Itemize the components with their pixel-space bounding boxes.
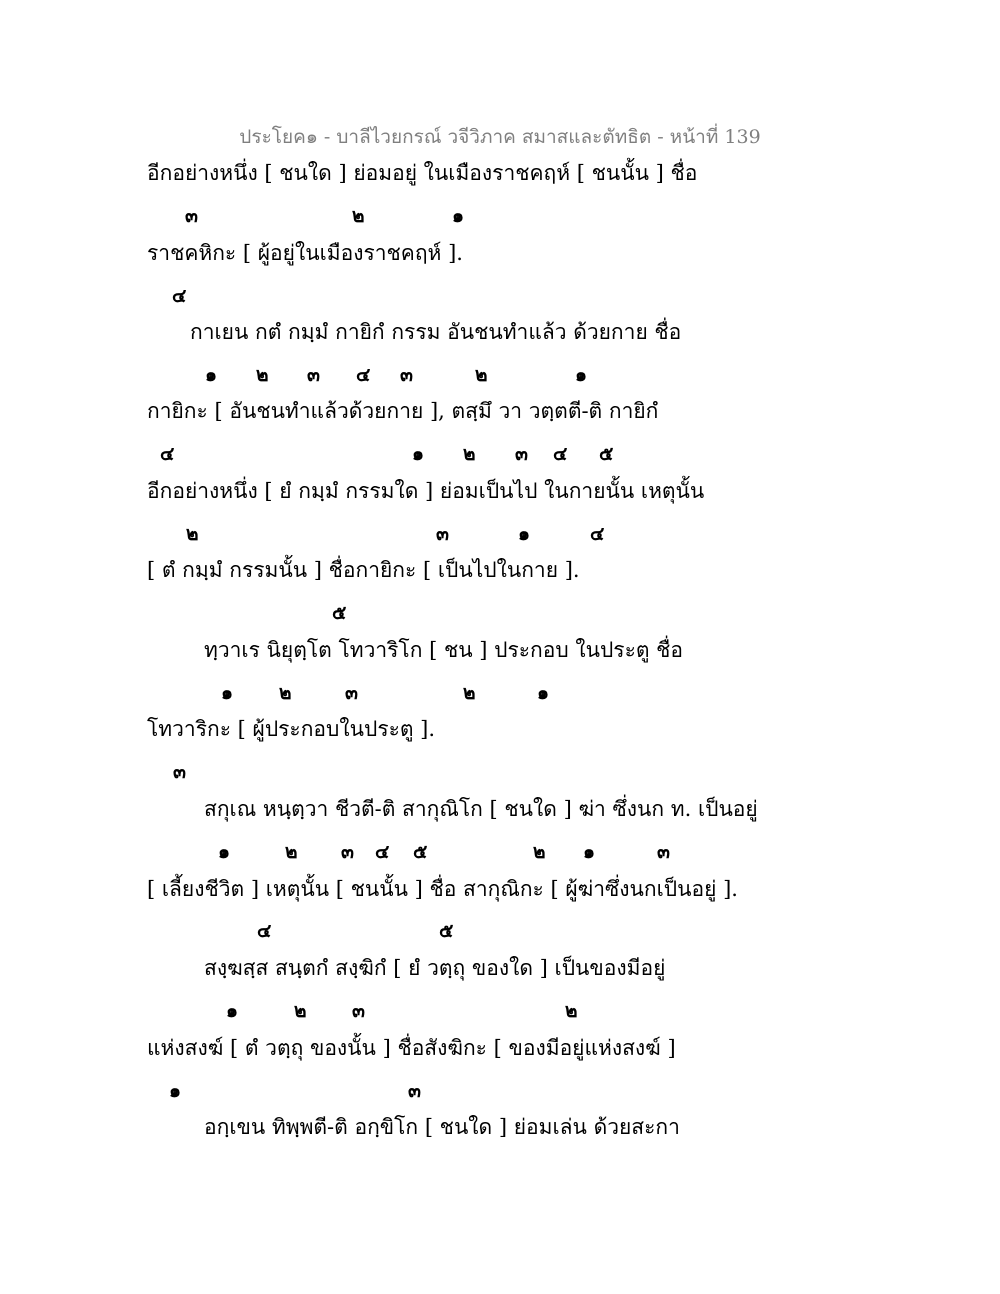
order-number: ๔ [257, 920, 272, 942]
order-number: ๓ [352, 1000, 365, 1022]
order-number: ๑ [412, 443, 425, 465]
text-line-1: อีกอย่างหนึ่ง [ ชนใด ] ย่อมอยู่ ในเมืองราชคฤห์ [ ชนนั้น ] ชื่อ [147, 161, 698, 185]
text-line-13: อกฺเขน ทิพฺพตี-ติ อกฺขิโก [ ชนใด ] ย่อมเล่น ด้วยสะกา [204, 1115, 680, 1139]
order-number: ๓ [307, 364, 320, 386]
order-number: ๒ [533, 841, 546, 863]
order-number: ๓ [515, 443, 528, 465]
text-line-3: กาเยน กตํ กมฺมํ กายิกํ กรรม อันชนทำแล้ว ด้วยกาย ชื่อ [190, 320, 682, 344]
order-number: ๔ [553, 443, 568, 465]
order-number: ๑ [452, 205, 465, 227]
order-number: ๒ [463, 682, 476, 704]
page-header: ประโยค๑ - บาลีไวยกรณ์ วจีวิภาค สมาสและตัทธิต - หน้าที่ 139 [239, 126, 761, 148]
order-number: ๑ [226, 1000, 239, 1022]
order-number: ๕ [413, 841, 428, 863]
order-number: ๑ [518, 523, 531, 545]
order-number: ๒ [565, 1000, 578, 1022]
order-number: ๒ [352, 205, 365, 227]
order-number: ๔ [375, 841, 390, 863]
order-number: ๔ [172, 285, 187, 307]
text-line-12: แห่งสงฆ์ [ ตํ วตฺถุ ของนั้น ] ชื่อสังฆิกะ [ ของมีอยู่แห่งสงฆ์ ] [147, 1036, 676, 1060]
order-number: ๕ [439, 920, 454, 942]
order-number: ๓ [408, 1080, 421, 1102]
text-line-7: ทฺวาเร นิยุตฺโต โทวาริโก [ ชน ] ประกอบ ในประตู ชื่อ [204, 638, 684, 662]
order-number: ๑ [221, 682, 234, 704]
order-number: ๑ [205, 364, 218, 386]
order-number: ๔ [356, 364, 371, 386]
order-number: ๓ [173, 761, 186, 783]
order-number: ๓ [400, 364, 413, 386]
order-number: ๒ [463, 443, 476, 465]
order-number: ๓ [185, 205, 198, 227]
order-number: ๑ [575, 364, 588, 386]
order-number: ๑ [537, 682, 550, 704]
order-number: ๒ [475, 364, 488, 386]
text-line-9: สกุเณ หนฺตฺวา ชีวตี-ติ สากุณิโก [ ชนใด ] ฆ่า ซึ่งนก ท. เป็นอยู่ [204, 797, 758, 821]
order-number: ๓ [436, 523, 449, 545]
order-number: ๒ [186, 523, 199, 545]
order-number: ๓ [657, 841, 670, 863]
text-line-5: อีกอย่างหนึ่ง [ ยํ กมฺมํ กรรมใด ] ย่อมเป็นไป ในกายนั้น เหตุนั้น [147, 479, 705, 503]
order-number: ๑ [218, 841, 231, 863]
order-number: ๑ [583, 841, 596, 863]
order-number: ๒ [279, 682, 292, 704]
order-number: ๕ [599, 443, 614, 465]
order-number: ๑ [169, 1080, 182, 1102]
text-line-6: [ ตํ กมฺมํ กรรมนั้น ] ชื่อกายิกะ [ เป็นไปในกาย ]. [147, 558, 580, 582]
order-number: ๒ [256, 364, 269, 386]
text-line-4: กายิกะ [ อันชนทำแล้วด้วยกาย ], ตสฺมึ วา วตฺตตี-ติ กายิกํ [147, 399, 659, 423]
text-line-8: โทวาริกะ [ ผู้ประกอบในประตู ]. [147, 717, 436, 741]
order-number: ๒ [294, 1000, 307, 1022]
order-number: ๕ [332, 602, 347, 624]
order-number: ๓ [341, 841, 354, 863]
text-line-2: ราชคหิกะ [ ผู้อยู่ในเมืองราชคฤห์ ]. [147, 241, 463, 265]
text-line-10: [ เลี้ยงชีวิต ] เหตุนั้น [ ชนนั้น ] ชื่อ สากุณิกะ [ ผู้ฆ่าซึ่งนกเป็นอยู่ ]. [147, 877, 738, 901]
order-number: ๒ [285, 841, 298, 863]
order-number: ๔ [160, 443, 175, 465]
order-number: ๓ [345, 682, 358, 704]
order-number: ๔ [590, 523, 605, 545]
text-line-11: สงฺฆสฺส สนฺตกํ สงฺฆิกํ [ ยํ วตฺถุ ของใด ] เป็นของมีอยู่ [204, 956, 666, 980]
